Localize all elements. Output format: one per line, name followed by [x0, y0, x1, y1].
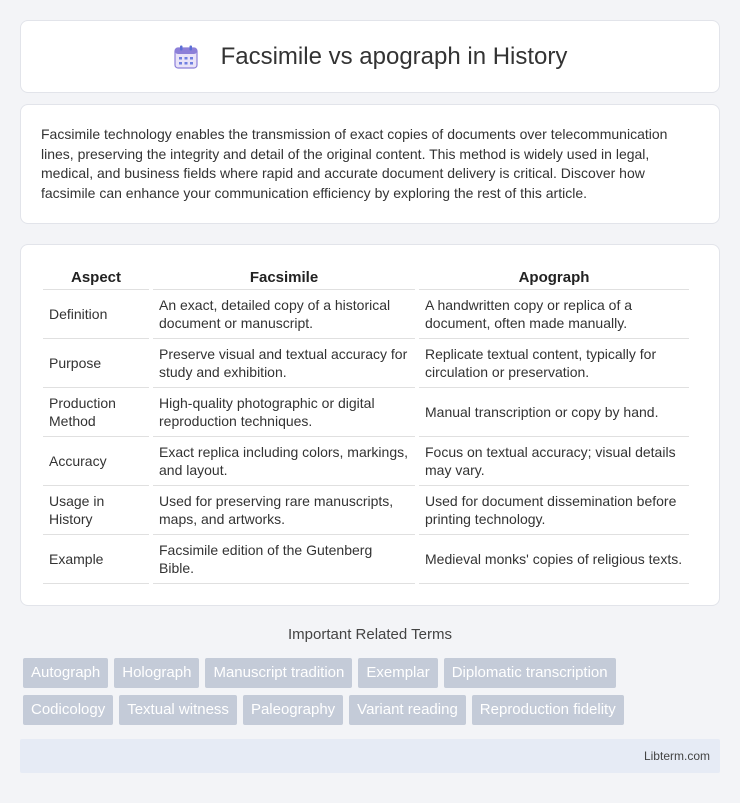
- table-header-row: [43, 265, 689, 290]
- page-title: Facsimile vs apograph in History: [220, 42, 568, 70]
- tag-manuscript-tradition[interactable]: Manuscript tradition: [205, 658, 352, 688]
- comparison-table-card: [20, 244, 720, 606]
- related-terms-tags: [23, 658, 723, 732]
- column-header-facsimile: Facsimile: [153, 265, 415, 290]
- table-cell-facsimile: Exact replica including colors, markings, and layout.: [153, 437, 415, 486]
- calendar-icon: [173, 44, 199, 70]
- intro-card: [20, 104, 720, 224]
- table-cell-facsimile: An exact, detailed copy of a historical document or manuscript.: [153, 290, 415, 339]
- table-cell-apograph: A handwritten copy or replica of a document, often made manually.: [419, 290, 689, 339]
- table-cell-aspect: Definition: [43, 290, 149, 339]
- tag-row: [23, 695, 723, 725]
- tag-paleography[interactable]: Paleography: [243, 695, 343, 725]
- table-cell-facsimile: High-quality photographic or digital reproduction techniques.: [153, 388, 415, 437]
- tag-variant-reading[interactable]: Variant reading: [349, 695, 466, 725]
- table-cell-apograph: Manual transcription or copy by hand.: [419, 388, 689, 437]
- intro-paragraph: Facsimile technology enables the transmission of exact copies of documents over telecommunication lines, preserving the integrity and detail of the original content. This method is widely used in legal, medical, and business fields where rapid and accurate document delivery is critical. Discover how facsimile can enhance your communication efficiency by exploring the rest of this article.: [41, 126, 668, 201]
- table-cell-facsimile: Facsimile edition of the Gutenberg Bible.: [153, 535, 415, 584]
- column-header-aspect: Aspect: [43, 265, 149, 290]
- table-cell-facsimile: Used for preserving rare manuscripts, maps, and artworks.: [153, 486, 415, 535]
- table-cell-aspect: Production Method: [43, 388, 149, 437]
- table-cell-apograph: Replicate textual content, typically for circulation or preservation.: [419, 339, 689, 388]
- related-terms-title: Important Related Terms: [288, 626, 452, 643]
- table-row: [43, 486, 689, 535]
- column-header-apograph: Apograph: [419, 265, 689, 290]
- table-cell-aspect: Usage in History: [43, 486, 149, 535]
- table-row: [43, 535, 689, 584]
- table-row: [43, 290, 689, 339]
- tag-row: [23, 658, 723, 688]
- table-cell-apograph: Focus on textual accuracy; visual details may vary.: [419, 437, 689, 486]
- tag-holograph[interactable]: Holograph: [114, 658, 199, 688]
- tag-codicology[interactable]: Codicology: [23, 695, 113, 725]
- table-cell-apograph: Medieval monks' copies of religious texts.: [419, 535, 689, 584]
- table-cell-aspect: Example: [43, 535, 149, 584]
- footer-site-link[interactable]: Libterm.com: [643, 749, 710, 763]
- table-cell-apograph: Used for document dissemination before printing technology.: [419, 486, 689, 535]
- table-cell-aspect: Accuracy: [43, 437, 149, 486]
- table-row: [43, 388, 689, 437]
- header-card: [20, 20, 720, 93]
- tag-reproduction-fidelity[interactable]: Reproduction fidelity: [472, 695, 624, 725]
- table-cell-facsimile: Preserve visual and textual accuracy for study and exhibition.: [153, 339, 415, 388]
- table-row: [43, 437, 689, 486]
- tag-textual-witness[interactable]: Textual witness: [119, 695, 237, 725]
- table-row: [43, 339, 689, 388]
- tag-autograph[interactable]: Autograph: [23, 658, 108, 688]
- table-cell-aspect: Purpose: [43, 339, 149, 388]
- tag-exemplar[interactable]: Exemplar: [358, 658, 437, 688]
- footer: [20, 739, 720, 773]
- tag-diplomatic-transcription[interactable]: Diplomatic transcription: [444, 658, 616, 688]
- comparison-table: [39, 265, 693, 584]
